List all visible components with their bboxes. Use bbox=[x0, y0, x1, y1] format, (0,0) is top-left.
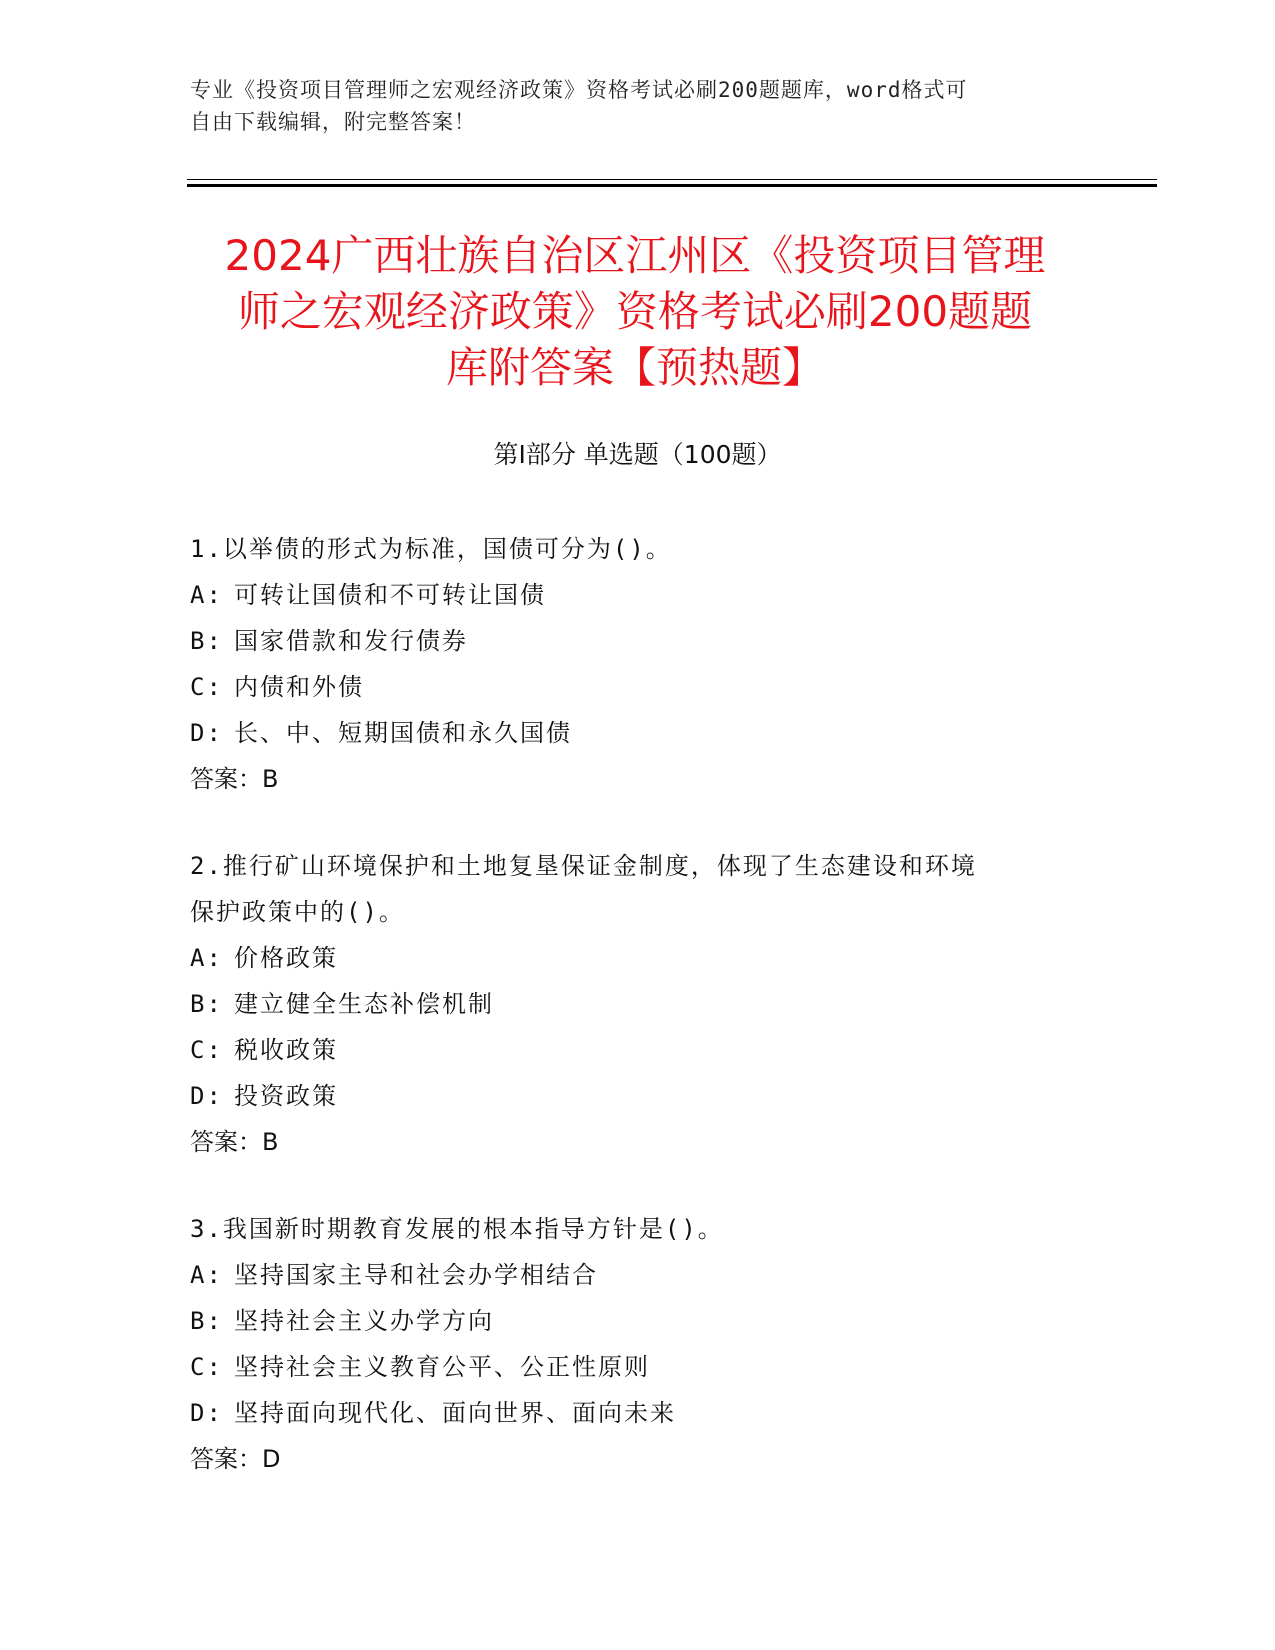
question-list bbox=[190, 526, 1090, 1523]
option-b bbox=[190, 618, 1090, 664]
option-d bbox=[190, 710, 1090, 756]
option-text: 长、中、短期国债和永久国债 bbox=[234, 719, 572, 747]
option-letter: C: bbox=[190, 673, 223, 701]
header-divider-thin bbox=[187, 179, 1157, 180]
document-title-line3: 库附答案【预热题】 bbox=[445, 343, 824, 392]
option-a bbox=[190, 572, 1090, 618]
question-stem: 3.我国新时期教育发展的根本指导方针是()。 bbox=[190, 1215, 724, 1243]
option-c bbox=[190, 1027, 1090, 1073]
option-letter: C: bbox=[190, 1036, 223, 1064]
option-text: 投资政策 bbox=[234, 1082, 338, 1110]
question-2 bbox=[190, 843, 1090, 1165]
question-1 bbox=[190, 526, 1090, 802]
option-letter: A: bbox=[190, 1261, 223, 1289]
option-b bbox=[190, 981, 1090, 1027]
option-text: 坚持社会主义办学方向 bbox=[234, 1307, 494, 1335]
option-letter: A: bbox=[190, 581, 223, 609]
question-3 bbox=[190, 1206, 1090, 1482]
option-text: 坚持面向现代化、面向世界、面向未来 bbox=[234, 1399, 676, 1427]
header-note-line2: 自由下载编辑，附完整答案！ bbox=[190, 110, 476, 134]
option-letter: D: bbox=[190, 1082, 223, 1110]
option-letter: D: bbox=[190, 1399, 223, 1427]
header-divider-thick bbox=[187, 184, 1157, 187]
option-d bbox=[190, 1390, 1090, 1436]
option-d bbox=[190, 1073, 1090, 1119]
option-text: 坚持社会主义教育公平、公正性原则 bbox=[234, 1353, 650, 1381]
document-title-line1: 2024广西壮族自治区江州区《投资项目管理 bbox=[224, 231, 1046, 280]
option-text: 坚持国家主导和社会办学相结合 bbox=[234, 1261, 598, 1289]
option-text: 建立健全生态补偿机制 bbox=[234, 990, 494, 1018]
option-letter: C: bbox=[190, 1353, 223, 1381]
question-stem: 1.以举债的形式为标准，国债可分为()。 bbox=[190, 535, 672, 563]
option-text: 税收政策 bbox=[234, 1036, 338, 1064]
option-text: 内债和外债 bbox=[234, 673, 364, 701]
answer-label: 答案：D bbox=[190, 1445, 281, 1473]
option-a bbox=[190, 1252, 1090, 1298]
option-text: 国家借款和发行债券 bbox=[234, 627, 468, 655]
document-title bbox=[160, 228, 1110, 396]
option-text: 价格政策 bbox=[234, 944, 338, 972]
option-c bbox=[190, 664, 1090, 710]
option-c bbox=[190, 1344, 1090, 1390]
option-letter: B: bbox=[190, 627, 223, 655]
option-letter: B: bbox=[190, 1307, 223, 1335]
answer-label: 答案：B bbox=[190, 1128, 279, 1156]
question-stem-continuation: 保护政策中的()。 bbox=[190, 898, 405, 926]
option-letter: D: bbox=[190, 719, 223, 747]
option-letter: A: bbox=[190, 944, 223, 972]
section-heading: 第I部分 单选题（100题） bbox=[493, 440, 782, 469]
option-b bbox=[190, 1298, 1090, 1344]
document-title-line2: 师之宏观经济政策》资格考试必刷200题题 bbox=[237, 287, 1033, 336]
option-a bbox=[190, 935, 1090, 981]
option-letter: B: bbox=[190, 990, 223, 1018]
header-note bbox=[190, 74, 1070, 138]
header-note-line1: 专业《投资项目管理师之宏观经济政策》资格考试必刷200题题库，word格式可 bbox=[190, 78, 968, 102]
answer-label: 答案：B bbox=[190, 765, 279, 793]
option-text: 可转让国债和不可转让国债 bbox=[234, 581, 546, 609]
question-stem: 2.推行矿山环境保护和土地复垦保证金制度，体现了生态建设和环境 bbox=[190, 852, 977, 880]
